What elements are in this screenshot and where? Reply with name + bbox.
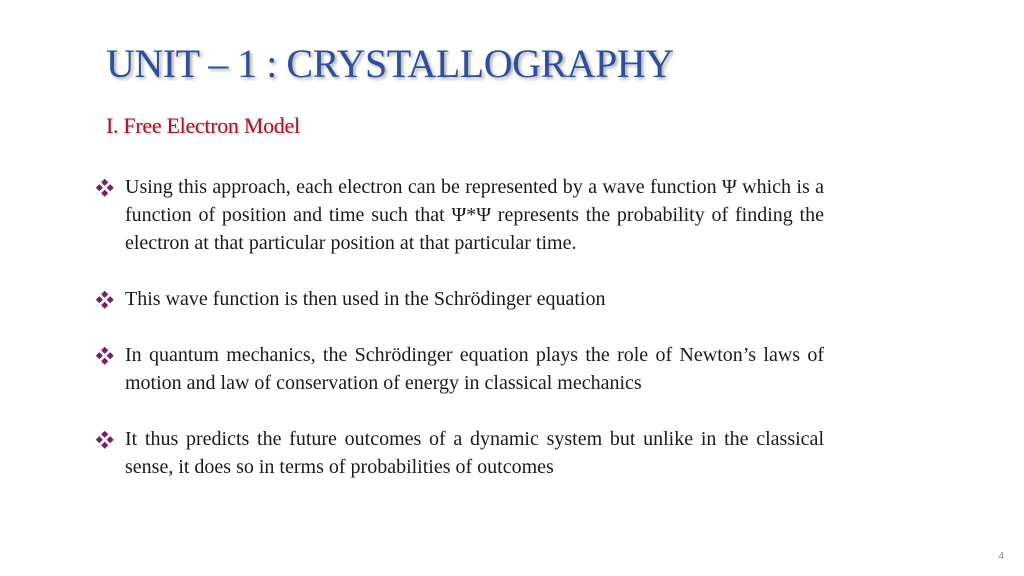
bullet-item <box>96 341 824 397</box>
diamond-bullet-icon <box>96 291 114 309</box>
diamond-bullet-icon <box>96 179 114 197</box>
bullet-text: This wave function is then used in the Schrödinger equation <box>125 288 606 310</box>
page-number: 4 <box>998 551 1004 562</box>
bullet-item <box>96 425 824 481</box>
bullet-text: It thus predicts the future outcomes of a dynamic system but unlike in the classical sense, it does so in terms of probabilities of outcomes <box>125 428 824 478</box>
diamond-bullet-icon <box>96 347 114 365</box>
slide-subtitle: I. Free Electron Model <box>106 113 300 138</box>
bullet-text: Using this approach, each electron can be represented by a wave function Ψ which is a function of position and time such that Ψ*Ψ represents the probability of finding the electron at that particular position at that particular time. <box>125 176 824 254</box>
bullet-item <box>96 173 824 257</box>
bullet-list <box>96 173 824 481</box>
bullet-text: In quantum mechanics, the Schrödinger equation plays the role of Newton’s laws of motion and law of conservation of energy in classical mechanics <box>125 344 824 394</box>
bullet-item <box>96 285 824 313</box>
diamond-bullet-icon <box>96 431 114 449</box>
slide-title: UNIT – 1 : CRYSTALLOGRAPHY <box>106 41 674 86</box>
